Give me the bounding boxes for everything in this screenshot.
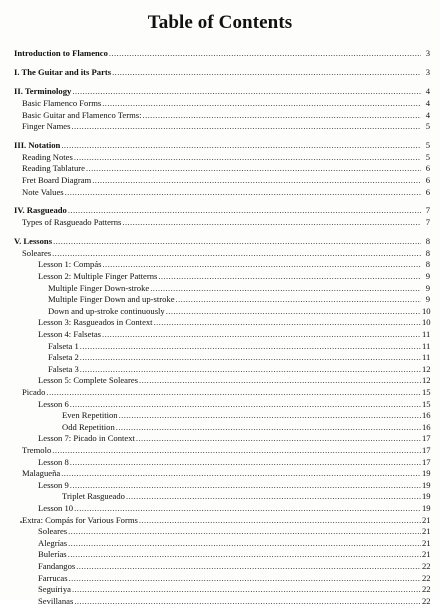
toc-entry xyxy=(38,538,430,549)
toc-page-number: 17 xyxy=(422,456,431,467)
toc-section-entry xyxy=(14,67,430,78)
toc-entry xyxy=(22,445,430,456)
toc-entry xyxy=(38,433,430,444)
toc-section-entry xyxy=(14,86,430,97)
toc-entry xyxy=(22,163,430,174)
toc-entry-label: Fret Board Diagram xyxy=(22,175,92,185)
toc-entry-label: Extra: Compás for Various Forms xyxy=(22,514,138,525)
toc-page-number: 8 xyxy=(425,247,430,258)
toc-entry-label: II. Terminology xyxy=(14,86,72,96)
toc-entry xyxy=(38,399,430,410)
toc-entry xyxy=(38,480,430,491)
toc-section-entry xyxy=(14,205,430,216)
dot-leader xyxy=(139,375,421,386)
toc-section-entry xyxy=(14,140,430,151)
toc-entry-label: Multiple Finger Down-stroke xyxy=(48,282,150,293)
toc-entry-label: Lesson 9 xyxy=(38,479,69,490)
toc-entry-label: Odd Repetition xyxy=(62,421,115,432)
toc-page-number: 16 xyxy=(422,421,431,432)
dot-leader xyxy=(102,329,421,340)
toc-entry xyxy=(22,515,430,526)
toc-entry-label: Lesson 10 xyxy=(38,503,74,513)
toc-entry xyxy=(38,375,430,386)
toc-entry-label: Bulerías xyxy=(38,549,67,560)
toc-entry-label: Lesson 8 xyxy=(38,456,69,467)
toc-entry-label: Tremolo xyxy=(22,445,52,455)
toc-entry-label: Finger Names xyxy=(22,121,71,132)
toc-entry-label: Lesson 1: Compás xyxy=(38,259,102,270)
toc-entry-label: Basic Flamenco Forms xyxy=(22,98,102,108)
toc-section-entry xyxy=(14,236,430,247)
dot-leader xyxy=(102,98,421,109)
dot-leader xyxy=(68,538,421,549)
dot-leader xyxy=(70,399,421,410)
toc-page-number: 10 xyxy=(422,317,431,328)
toc-page-number: 6 xyxy=(425,175,430,185)
toc-page-number: 15 xyxy=(422,398,431,409)
toc-entry-label: I. The Guitar and its Parts xyxy=(14,67,112,77)
toc-page-number: 8 xyxy=(425,235,430,246)
toc-page-number: 22 xyxy=(422,584,431,595)
toc-entry xyxy=(22,152,430,163)
toc-entry xyxy=(22,98,430,109)
toc-page-number: 16 xyxy=(422,410,431,421)
toc-entry xyxy=(38,584,430,595)
toc-entry-label: Lesson 6 xyxy=(38,398,69,409)
dot-leader xyxy=(80,364,421,375)
toc-page-number: 10 xyxy=(422,305,431,316)
toc-entry-label: Picado xyxy=(22,387,46,397)
dot-leader xyxy=(70,457,421,468)
toc-page-number: 11 xyxy=(422,340,431,351)
toc-page-number: 19 xyxy=(422,479,431,490)
toc-entry-label: Lesson 5: Complete Soleares xyxy=(38,375,139,386)
dot-leader xyxy=(52,248,421,259)
toc-entry xyxy=(48,306,430,317)
toc-page-number: 22 xyxy=(422,595,431,606)
scan-speck xyxy=(20,521,22,523)
toc-section-entry xyxy=(14,48,430,59)
toc-page-number: 17 xyxy=(422,445,431,455)
toc-entry-label: Lesson 4: Falsetas xyxy=(38,329,102,339)
toc-page-number: 5 xyxy=(425,121,430,132)
dot-leader xyxy=(74,596,421,607)
dot-leader xyxy=(65,187,421,198)
toc-page-number: 22 xyxy=(422,572,431,583)
toc-page-number: 5 xyxy=(425,151,430,162)
toc-entry xyxy=(22,217,430,228)
toc-entry xyxy=(38,549,430,560)
toc-entry-label: Falseta 2 xyxy=(48,352,79,363)
dot-leader xyxy=(74,503,421,514)
dot-leader xyxy=(109,48,421,59)
dot-leader xyxy=(52,445,421,456)
toc-entry xyxy=(38,596,430,607)
toc-entry-label: Reading Tablature xyxy=(22,163,85,174)
dot-leader xyxy=(103,259,422,270)
toc-entry xyxy=(48,283,430,294)
dot-leader xyxy=(80,352,421,363)
toc-page-number: 11 xyxy=(422,329,431,339)
dot-leader xyxy=(116,422,421,433)
toc-page-number: 4 xyxy=(425,98,430,108)
dot-leader xyxy=(154,317,421,328)
toc-page-number: 3 xyxy=(425,67,430,77)
toc-entry-label: Falseta 1 xyxy=(48,340,79,351)
toc-entry xyxy=(38,329,430,340)
toc-entry xyxy=(22,187,430,198)
toc-entry-label: Types of Rasgueado Patterns xyxy=(22,217,122,228)
toc-entry-label: Even Repetition xyxy=(62,410,118,421)
toc-entry-label: Seguiriya xyxy=(38,584,71,595)
dot-leader xyxy=(112,67,421,78)
toc-entry-label: Note Values xyxy=(22,186,64,197)
toc-page-number: 4 xyxy=(425,109,430,120)
dot-leader xyxy=(61,140,421,151)
toc-entry-label: Falseta 3 xyxy=(48,363,79,374)
toc-entry-label: Soleares xyxy=(22,247,52,258)
toc-entry xyxy=(22,175,430,186)
toc-page-number: 6 xyxy=(425,163,430,174)
dot-leader xyxy=(92,175,421,186)
toc-entry-label: Introduction to Flamenco xyxy=(14,48,108,58)
dot-leader xyxy=(122,217,421,228)
toc-page-number: 3 xyxy=(425,48,430,58)
toc-entry-label: Lesson 2: Multiple Finger Patterns xyxy=(38,271,158,281)
toc-entry xyxy=(62,491,430,502)
toc-entry xyxy=(48,294,430,305)
page-title: Table of Contents xyxy=(147,12,293,33)
toc-entry xyxy=(38,259,430,270)
toc-entry-label: Farrucas xyxy=(38,572,68,583)
toc-entry xyxy=(38,271,430,282)
dot-leader xyxy=(53,236,421,247)
toc-entry xyxy=(62,410,430,421)
toc-page-number: 21 xyxy=(422,526,431,537)
toc-entry xyxy=(48,352,430,363)
toc-entry xyxy=(38,503,430,514)
toc-entry xyxy=(62,422,430,433)
toc-entry xyxy=(22,121,430,132)
toc-entry xyxy=(22,110,430,121)
toc-page-number: 17 xyxy=(422,433,431,444)
toc-page-number: 9 xyxy=(425,271,430,281)
toc-page-number: 4 xyxy=(425,86,430,96)
toc-entry-label: Basic Guitar and Flamenco Terms: xyxy=(22,109,142,120)
dot-leader xyxy=(74,152,421,163)
dot-leader xyxy=(68,205,421,216)
toc-page-number: 8 xyxy=(425,259,430,270)
dot-leader xyxy=(72,86,421,97)
toc-page-number: 21 xyxy=(422,514,431,525)
toc-page-number: 9 xyxy=(425,294,430,305)
toc-entry-label: V. Lessons xyxy=(14,235,53,246)
toc-page-number: 7 xyxy=(425,205,430,216)
toc-entry xyxy=(38,317,430,328)
toc-entry xyxy=(22,468,430,479)
toc-entry-label: III. Notation xyxy=(14,139,61,150)
dot-leader xyxy=(71,121,421,132)
toc-page-number: 5 xyxy=(425,139,430,150)
toc-entry xyxy=(38,573,430,584)
toc-page-number: 19 xyxy=(422,491,431,502)
toc-entry-label: Reading Notes xyxy=(22,151,73,162)
dot-leader xyxy=(46,387,421,398)
toc-entry-label: Lesson 3: Rasgueados in Context xyxy=(38,317,153,328)
toc-page-number: 12 xyxy=(422,363,431,374)
dot-leader xyxy=(136,433,421,444)
dot-leader xyxy=(80,341,421,352)
dot-leader xyxy=(176,294,421,305)
toc-entry-label: Fandangos xyxy=(38,561,76,571)
toc-entry-label: Down and up-stroke continuously xyxy=(48,305,165,316)
toc-page-number: 12 xyxy=(422,375,431,386)
dot-leader xyxy=(68,526,421,537)
dot-leader xyxy=(143,110,421,121)
toc-entry-label: Lesson 7: Picado in Context xyxy=(38,433,135,444)
dot-leader xyxy=(61,468,421,479)
toc-entry-label: Alegrías xyxy=(38,537,68,548)
toc-page-number: 11 xyxy=(422,352,431,363)
toc-entry xyxy=(22,248,430,259)
toc-entry xyxy=(38,561,430,572)
toc-page-number: 19 xyxy=(422,468,431,479)
dot-leader xyxy=(126,491,421,502)
toc-entry xyxy=(22,387,430,398)
toc-page-number: 9 xyxy=(425,282,430,293)
dot-leader xyxy=(72,584,421,595)
toc-page-number: 6 xyxy=(425,186,430,197)
toc-entry xyxy=(48,341,430,352)
dot-leader xyxy=(139,515,421,526)
toc-entry-label: Malagueña xyxy=(22,468,61,479)
toc-entry xyxy=(38,526,430,537)
dot-leader xyxy=(76,561,421,572)
toc-entry-label: Triplet Rasgueado xyxy=(62,491,125,502)
dot-leader xyxy=(86,163,421,174)
dot-leader xyxy=(119,410,421,421)
dot-leader xyxy=(166,306,421,317)
toc-entry-label: Multiple Finger Down and up-stroke xyxy=(48,294,175,305)
toc-page-number: 15 xyxy=(422,387,431,397)
dot-leader xyxy=(158,271,421,282)
toc-entry-label: IV. Rasgueado xyxy=(14,205,67,216)
dot-leader xyxy=(69,573,421,584)
toc-entry-label: Sevillanas xyxy=(38,595,74,606)
dot-leader xyxy=(68,549,421,560)
toc-entry xyxy=(38,457,430,468)
toc-page-number: 21 xyxy=(422,537,431,548)
toc-entry-label: Soleares xyxy=(38,526,68,537)
dot-leader xyxy=(150,283,421,294)
toc-page-number: 22 xyxy=(422,561,431,571)
toc-page-number: 7 xyxy=(425,217,430,228)
toc-page-number: 19 xyxy=(422,503,431,513)
dot-leader xyxy=(70,480,421,491)
toc-entry xyxy=(48,364,430,375)
toc-page-number: 21 xyxy=(422,549,431,560)
